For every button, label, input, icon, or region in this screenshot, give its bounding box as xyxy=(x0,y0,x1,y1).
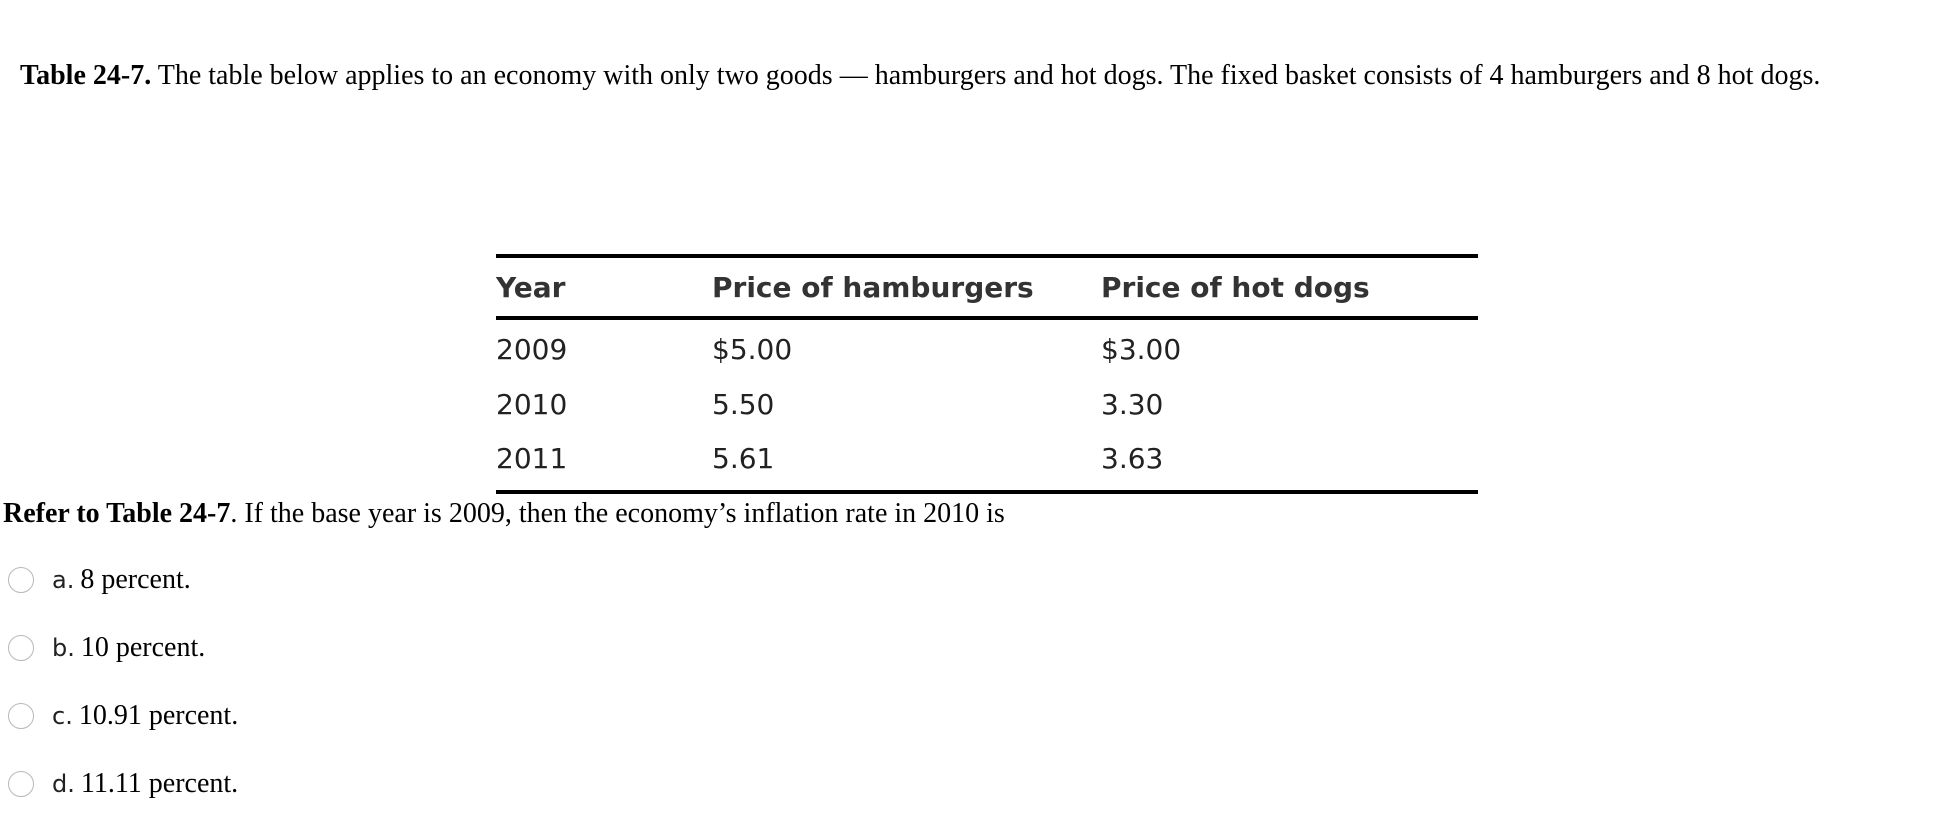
table-row xyxy=(496,432,1478,492)
option-letter: d. xyxy=(52,770,75,798)
table-description: The table below applies to an economy with only two goods — hamburgers and hot dogs. The fixed basket consists of 4 hamburgers and 8 hot dogs. xyxy=(151,60,1821,91)
table-row xyxy=(496,377,1478,432)
option-letter: a. xyxy=(52,566,75,594)
option-d[interactable] xyxy=(8,764,238,804)
radio-button-b[interactable] xyxy=(8,635,34,661)
cell-hamburger-price: 5.50 xyxy=(712,388,775,421)
cell-hot-dog-price: 3.30 xyxy=(1101,388,1164,421)
question-text: . If the base year is 2009, then the economy’s inflation rate in 2010 is xyxy=(230,498,1005,529)
option-text: 10 percent. xyxy=(80,632,206,663)
option-letter: b. xyxy=(52,634,75,662)
option-text: 11.11 percent. xyxy=(80,768,239,799)
header-price-hot-dogs: Price of hot dogs xyxy=(1101,270,1370,304)
option-text: 10.91 percent. xyxy=(78,700,239,731)
radio-button-a[interactable] xyxy=(8,567,34,593)
cell-year: 2011 xyxy=(496,441,568,475)
table-header-row xyxy=(496,256,1478,318)
question-stem xyxy=(3,494,1005,534)
header-year: Year xyxy=(496,270,566,304)
table-intro xyxy=(20,56,1950,96)
cell-year: 2010 xyxy=(496,388,568,421)
header-price-hamburgers: Price of hamburgers xyxy=(712,270,1034,304)
option-c[interactable] xyxy=(8,696,238,736)
table-label: Table 24-7. xyxy=(20,60,152,91)
option-letter: c. xyxy=(52,702,73,730)
cell-hot-dog-price: $3.00 xyxy=(1101,333,1182,366)
option-b[interactable] xyxy=(8,628,205,668)
option-a[interactable] xyxy=(8,560,191,600)
price-table xyxy=(496,254,1478,494)
table-row xyxy=(496,318,1478,377)
cell-hot-dog-price: 3.63 xyxy=(1101,441,1164,475)
question-reference: Refer to Table 24-7 xyxy=(3,498,231,529)
cell-hamburger-price: $5.00 xyxy=(712,333,793,366)
option-text: 8 percent. xyxy=(80,564,191,595)
cell-hamburger-price: 5.61 xyxy=(712,441,775,475)
cell-year: 2009 xyxy=(496,333,568,366)
radio-button-d[interactable] xyxy=(8,771,34,797)
radio-button-c[interactable] xyxy=(8,703,34,729)
